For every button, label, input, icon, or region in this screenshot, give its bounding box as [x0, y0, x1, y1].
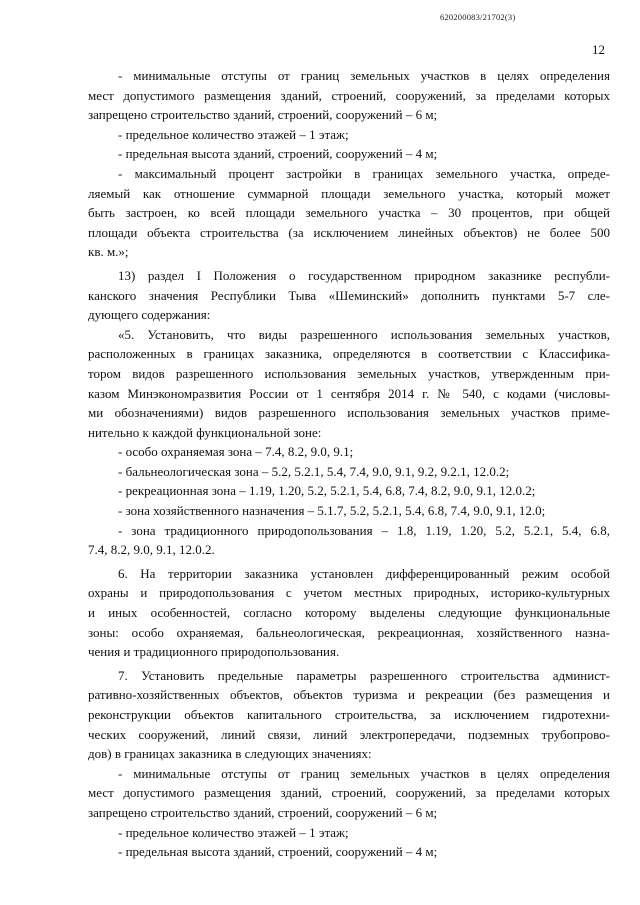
text-line: ляемый как отношение суммарной площади земельного участка, который может: [88, 185, 610, 201]
text-line: площади объекта строительства (за исключением линейных объектов) не более 500: [88, 224, 610, 240]
text-line: - бальнеологическая зона – 5.2, 5.2.1, 5.4, 7.4, 9.0, 9.1, 9.2, 9.2.1, 12.0.2;: [118, 463, 510, 479]
text-line: канского значения Республики Тыва «Шеминский» дополнить пунктами 5-7 сле-: [88, 287, 610, 303]
text-line: запрещено строительство зданий, строений, сооружений – 6 м;: [88, 804, 438, 820]
text-line: тором видов разрешенного использования земельных участков, утвержденным при-: [88, 365, 610, 381]
text-line: мест допустимого размещения зданий, строений, сооружений, за пределами которых: [88, 785, 610, 801]
text-line: ческих сооружений, линий связи, линий электропередачи, подземных трубопрово-: [88, 726, 610, 742]
text-line: реконструкции объектов капитального строительства, за исключением гидротехни-: [88, 707, 610, 722]
text-line: дующего содержания:: [88, 307, 211, 323]
page-number: 12: [592, 42, 605, 57]
text-line: 7. Установить предельные параметры разрешенного строительства админист-: [118, 667, 610, 683]
text-line: казом Минэкономразвития России от 1 сентября 2014 г. № 540, с кодами (числовы-: [88, 385, 610, 401]
text-line: - предельное количество этажей – 1 этаж;: [118, 824, 349, 840]
document-body: [88, 66, 610, 862]
text-line: - рекреационная зона – 1.19, 1.20, 5.2, 5.2.1, 5.4, 6.8, 7.4, 8.2, 9.0, 9.1, 12.0.2;: [118, 483, 536, 499]
text-line: «5. Установить, что виды разрешенного использования земельных участков,: [118, 326, 610, 342]
text-line: быть застроен, ко всей площади земельного участка – 30 процентов, при общей: [88, 205, 610, 221]
text-line: ми обозначениями) видов разрешенного использования земельных участков приме-: [88, 405, 610, 421]
text-line: - зона традиционного природопользования – 1.8, 1.19, 1.20, 5.2, 5.2.1, 5.4, 6.8,: [118, 522, 610, 538]
text-line: - предельная высота зданий, строений, сооружений – 4 м;: [118, 844, 438, 860]
text-line: 13) раздел I Положения о государственном природном заказнике республи-: [118, 267, 610, 283]
document-code: 620200083/21702(3): [440, 12, 516, 22]
text-line: - особо охраняемая зона – 7.4, 8.2, 9.0, 9.1;: [118, 444, 354, 460]
text-line: 6. На территории заказника установлен дифференцированный режим особой: [118, 565, 610, 581]
text-line: - предельная высота зданий, строений, сооружений – 4 м;: [118, 146, 438, 162]
text-line: и иных особенностей, согласно которому выделены следующие функциональные: [88, 605, 610, 621]
text-line: запрещено строительство зданий, строений, сооружений – 6 м;: [88, 107, 438, 123]
text-line: охраны и природопользования с учетом местных природных, историко-культурных: [88, 585, 610, 601]
text-line: 7.4, 8.2, 9.0, 9.1, 12.0.2.: [88, 542, 215, 558]
text-line: - минимальные отступы от границ земельных участков в целях определения: [118, 68, 610, 83]
text-line: - предельное количество этажей – 1 этаж;: [118, 126, 349, 142]
text-line: зоны: особо охраняемая, бальнеологическая, рекреационная, хозяйственного назна-: [88, 624, 610, 640]
text-line: ративно-хозяйственных объектов, объектов туризма и рекреации (без размещения и: [88, 687, 610, 703]
text-line: расположенных в границах заказника, определяются в соответствии с Классифика-: [88, 346, 610, 362]
text-line: мест допустимого размещения зданий, строений, сооружений, за пределами которых: [88, 87, 610, 103]
text-line: дов) в границах заказника в следующих значениях:: [88, 746, 372, 762]
text-line: - минимальные отступы от границ земельных участков в целях определения: [118, 765, 610, 781]
text-line: - максимальный процент застройки в границах земельного участка, опреде-: [118, 165, 610, 181]
text-line: чения и традиционного природопользования.: [88, 644, 340, 660]
text-line: кв. м.»;: [88, 244, 129, 260]
text-line: нительно к каждой функциональной зоне:: [88, 424, 322, 440]
text-line: - зона хозяйственного назначения – 5.1.7, 5.2, 5.2.1, 5.4, 6.8, 7.4, 9.0, 9.1, 12.0;: [118, 503, 546, 519]
